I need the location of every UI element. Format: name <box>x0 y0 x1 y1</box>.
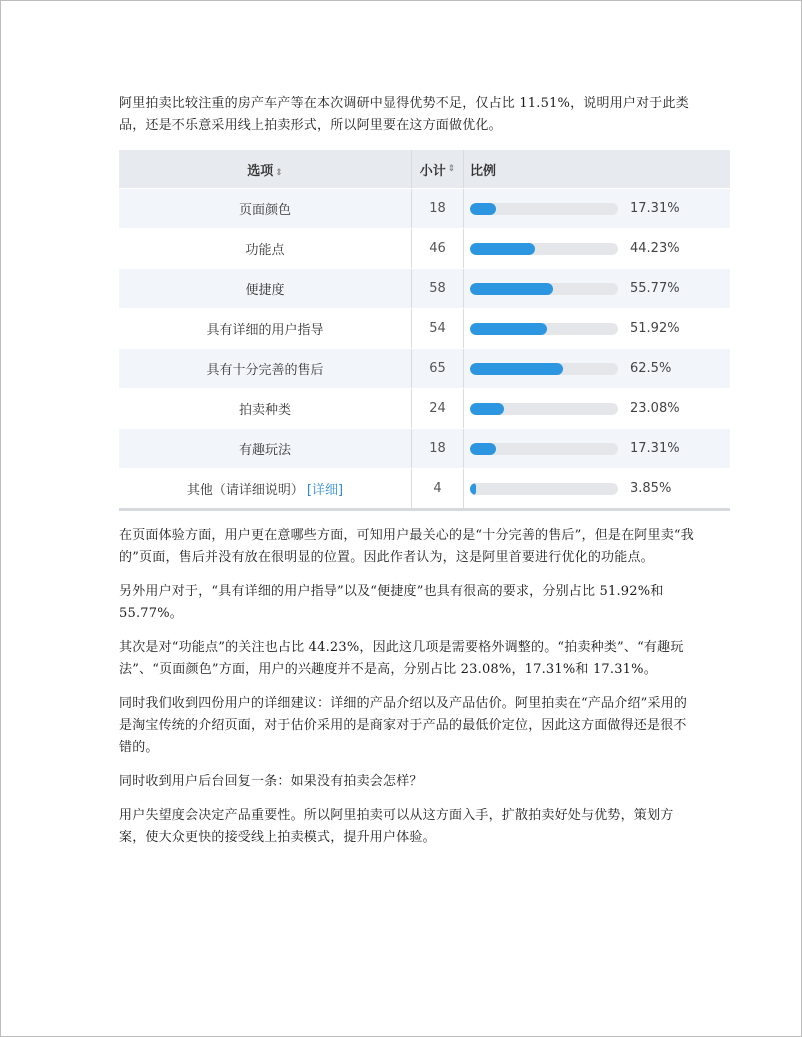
ratio-cell <box>464 361 730 376</box>
ratio-bar-track <box>470 243 618 255</box>
ratio-bar-track <box>470 203 618 215</box>
option-label: 页面颜色 <box>238 203 291 218</box>
header-count-label: 小计 <box>419 163 446 179</box>
option-label: 其他（请详细说明） <box>186 483 304 498</box>
ratio-bar-fill <box>470 203 496 215</box>
header-ratio-label: 比例 <box>470 163 497 179</box>
option-cell <box>119 319 411 338</box>
count-cell: 65 <box>411 349 464 388</box>
body-paragraphs <box>119 525 699 849</box>
body-paragraph: 在页面体验方面，用户更在意哪些方面，可知用户最关心的是“十分完善的售后”，但是在阿里卖“我的”页面，售后并没有放在很明显的位置。因此作者认为，这是阿里首要进行优化的功能点。 <box>119 528 694 565</box>
option-cell <box>119 399 411 418</box>
table-row <box>119 268 730 308</box>
ratio-bar-fill <box>470 443 496 455</box>
table-row <box>119 308 730 348</box>
count-cell: 58 <box>411 269 464 308</box>
option-label: 功能点 <box>245 243 285 258</box>
table-body <box>119 188 730 508</box>
table-row <box>119 348 730 388</box>
option-cell <box>119 439 411 458</box>
ratio-percent: 3.85% <box>630 481 672 496</box>
table-header <box>119 149 730 188</box>
ratio-cell <box>464 281 730 296</box>
ratio-cell <box>464 441 730 456</box>
ratio-bar-fill <box>470 323 547 335</box>
body-paragraph: 其次是对“功能点”的关注也占比 44.23%，因此这几项是需要格外调整的。“拍卖种类”、“有趣玩法”、“页面颜色”方面，用户的兴趣度并不是高，分别占比 23.08%，17.31%和 17.31%。 <box>119 640 684 677</box>
option-cell <box>119 359 411 378</box>
header-option[interactable] <box>119 160 411 179</box>
ratio-bar-track <box>470 443 618 455</box>
body-paragraph: 用户失望度会决定产品重要性。所以阿里拍卖可以从这方面入手，扩散拍卖好处与优势，策划方案，使大众更快的接受线上拍卖模式，提升用户体验。 <box>119 808 674 845</box>
body-paragraph: 同时我们收到四份用户的详细建议：详细的产品介绍以及产品估价。阿里拍卖在“产品介绍”采用的是淘宝传统的介绍页面，对于估价采用的是商家对于产品的最低价定位，因此这方面做得还是很不错的。 <box>119 696 688 755</box>
count-cell: 24 <box>411 389 464 428</box>
ratio-percent: 51.92% <box>630 321 680 336</box>
option-cell <box>119 279 411 298</box>
ratio-bar-track <box>470 363 618 375</box>
ratio-bar-track <box>470 403 618 415</box>
table-row <box>119 428 730 468</box>
header-option-label: 选项 <box>247 163 274 179</box>
ratio-bar-track <box>470 283 618 295</box>
ratio-bar-fill <box>470 483 476 495</box>
body-paragraph: 同时收到用户后台回复一条：如果没有拍卖会怎样？ <box>119 774 423 789</box>
option-cell <box>119 479 411 498</box>
ratio-cell <box>464 401 730 416</box>
ratio-percent: 44.23% <box>630 241 680 256</box>
ratio-cell <box>464 241 730 256</box>
intro-paragraph: 阿里拍卖比较注重的房产车产等在本次调研中显得优势不足，仅占比 11.51%，说明用户对于此类品，还是不乐意采用线上拍卖形式，所以阿里要在这方面做优化。 <box>119 96 689 133</box>
detail-link[interactable]: [详细] <box>306 483 344 498</box>
ratio-bar-track <box>470 323 618 335</box>
header-ratio <box>464 160 730 179</box>
option-label: 具有详细的用户指导 <box>206 323 324 338</box>
ratio-bar-fill <box>470 363 563 375</box>
option-label: 有趣玩法 <box>238 443 291 458</box>
count-cell: 4 <box>411 469 464 508</box>
sort-icon: ⇕ <box>447 164 456 174</box>
option-label: 便捷度 <box>245 283 285 298</box>
sort-icon: ⇕ <box>275 167 283 178</box>
ratio-percent: 55.77% <box>630 281 680 296</box>
ratio-bar-track <box>470 483 618 495</box>
option-cell <box>119 239 411 258</box>
ratio-percent: 62.5% <box>630 361 672 376</box>
ratio-percent: 23.08% <box>630 401 680 416</box>
table-row <box>119 468 730 508</box>
count-cell: 18 <box>411 189 464 228</box>
option-cell <box>119 199 411 218</box>
header-count[interactable] <box>411 150 464 188</box>
ratio-bar-fill <box>470 403 504 415</box>
count-cell: 54 <box>411 309 464 348</box>
ratio-bar-fill <box>470 243 535 255</box>
option-label: 拍卖种类 <box>238 403 291 418</box>
count-cell: 46 <box>411 229 464 268</box>
ratio-bar-fill <box>470 283 553 295</box>
body-paragraph: 另外用户对于，“具有详细的用户指导”以及“便捷度”也具有很高的要求，分别占比 51.92%和 55.77%。 <box>119 584 664 621</box>
ratio-percent: 17.31% <box>630 201 680 216</box>
table-row <box>119 228 730 268</box>
ratio-cell <box>464 321 730 336</box>
survey-table <box>119 149 730 511</box>
ratio-cell <box>464 201 730 216</box>
table-row <box>119 388 730 428</box>
table-row <box>119 188 730 228</box>
option-label: 具有十分完善的售后 <box>206 363 324 378</box>
ratio-percent: 17.31% <box>630 441 680 456</box>
ratio-cell <box>464 481 730 496</box>
count-cell: 18 <box>411 429 464 468</box>
document-body <box>119 93 699 861</box>
